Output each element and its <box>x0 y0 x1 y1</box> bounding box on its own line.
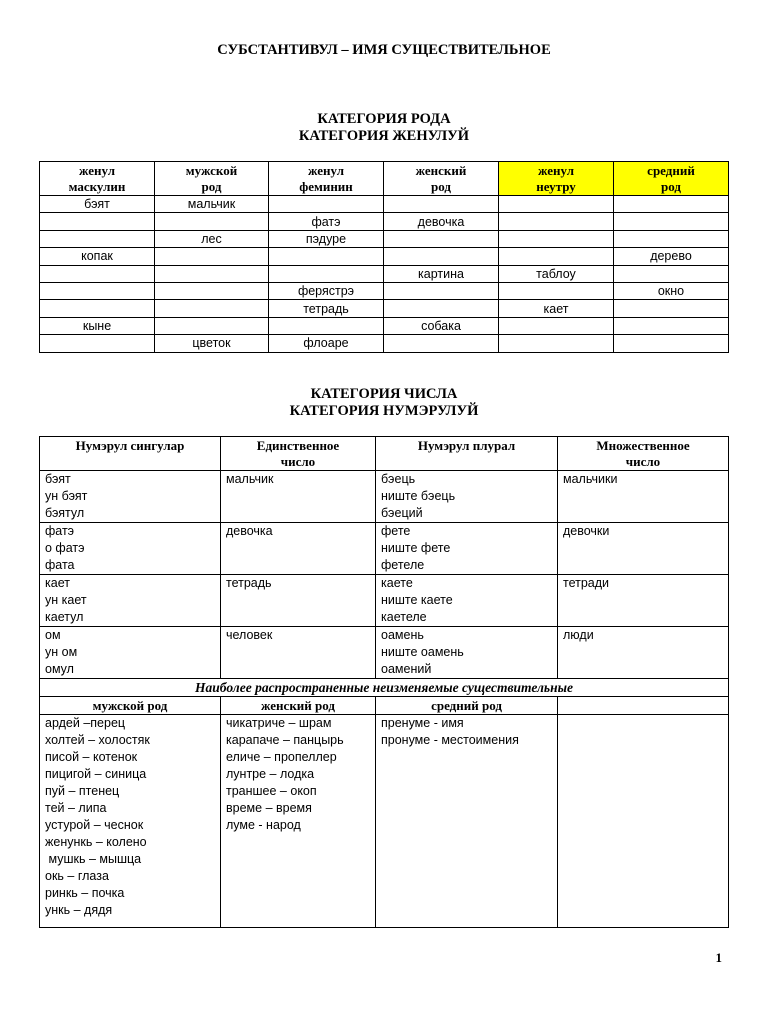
table-cell: дерево <box>614 248 729 265</box>
invariable-noun: лунтре – лодка <box>226 767 315 781</box>
header-text: род <box>661 178 681 194</box>
table-cell <box>384 248 499 265</box>
number-header-cell <box>221 437 376 471</box>
invariable-noun: ардей –перец <box>45 716 126 730</box>
word-form: тетради <box>563 576 610 590</box>
table-cell <box>40 230 155 247</box>
word-forms-cell <box>40 627 221 679</box>
header-text: женул <box>538 162 574 178</box>
table-cell <box>614 265 729 282</box>
header-text: феминин <box>299 178 353 194</box>
gender-header-cell <box>40 162 155 196</box>
table-cell <box>155 282 269 299</box>
table-cell <box>155 248 269 265</box>
table-row <box>40 230 729 247</box>
word-forms-cell <box>221 523 376 575</box>
word-form: фата <box>45 558 75 572</box>
table-cell <box>384 196 499 213</box>
number-header-cell <box>40 437 221 471</box>
table-cell <box>40 265 155 282</box>
header-text: маскулин <box>68 178 126 194</box>
invariable-noun: пронуме - местоимения <box>381 733 519 747</box>
word-form: каете <box>381 576 413 590</box>
gender-subheader <box>558 697 729 715</box>
invariable-noun: окь – глаза <box>45 869 109 883</box>
word-forms-cell <box>558 575 729 627</box>
table-cell <box>269 317 384 334</box>
invariable-cell <box>40 715 221 928</box>
table-cell <box>499 317 614 334</box>
header-text: Единственное <box>256 438 340 453</box>
table-row <box>40 282 729 299</box>
header-text: мужской <box>185 162 238 178</box>
invariable-noun: тей – липа <box>45 801 107 815</box>
table-cell <box>499 282 614 299</box>
gender-heading-line-1: КАТЕГОРИЯ РОДА <box>317 111 451 127</box>
word-form: каетеле <box>381 610 427 624</box>
word-form: тетрадь <box>226 576 272 590</box>
word-forms-cell <box>376 471 558 523</box>
table-cell <box>614 213 729 230</box>
word-form: оамений <box>381 662 432 676</box>
table-cell: собака <box>384 317 499 334</box>
table-cell <box>155 265 269 282</box>
invariable-cell <box>221 715 376 928</box>
table-cell <box>384 282 499 299</box>
table-cell: девочка <box>384 213 499 230</box>
table-cell: ферястрэ <box>269 282 384 299</box>
table-cell: лес <box>155 230 269 247</box>
table-row <box>40 213 729 230</box>
word-form: мальчик <box>226 472 274 486</box>
invariable-noun: луме - народ <box>226 818 301 832</box>
word-form: ун ом <box>45 645 78 659</box>
invariable-noun: женункь – колено <box>45 835 147 849</box>
invariable-banner: Наиболее распространенные неизменяемые существительные <box>40 679 729 697</box>
table-row <box>40 248 729 265</box>
table-row <box>40 196 729 213</box>
invariable-noun: пицигой – синица <box>45 767 147 781</box>
table-cell <box>384 230 499 247</box>
number-header-cell <box>376 437 558 471</box>
word-forms-cell <box>558 471 729 523</box>
word-forms-cell <box>40 575 221 627</box>
number-heading-line-1: КАТЕГОРИЯ ЧИСЛА <box>310 386 458 402</box>
invariable-noun: пренуме - имя <box>381 716 464 730</box>
gender-header-cell <box>499 162 614 196</box>
table-cell <box>155 213 269 230</box>
gender-table <box>39 161 729 353</box>
table-row <box>40 300 729 317</box>
invariable-noun: еличе – пропеллер <box>226 750 337 764</box>
word-form: девочки <box>563 524 610 538</box>
table-cell <box>499 248 614 265</box>
word-form: каетул <box>45 610 84 624</box>
invariable-cell <box>376 715 558 928</box>
gender-heading-line-2: КАТЕГОРИЯ ЖЕНУЛУЙ <box>298 128 470 144</box>
table-cell <box>499 213 614 230</box>
word-form: человек <box>226 628 273 642</box>
invariable-noun: мушкь – мышца <box>45 852 142 866</box>
table-cell <box>384 300 499 317</box>
word-form: бэятул <box>45 506 85 520</box>
table-cell: картина <box>384 265 499 282</box>
table-cell: флоаре <box>269 335 384 352</box>
table-cell: кает <box>499 300 614 317</box>
page-number: 1 <box>715 950 722 965</box>
table-row <box>40 335 729 352</box>
word-form: девочка <box>226 524 273 538</box>
table-cell: окно <box>614 282 729 299</box>
word-form: ун бэят <box>45 489 88 503</box>
word-forms-cell <box>376 627 558 679</box>
table-cell: бэят <box>40 196 155 213</box>
header-text: средний <box>647 162 695 178</box>
number-table <box>39 436 729 928</box>
invariable-noun: устурой – чеснок <box>45 818 144 832</box>
header-text: род <box>431 178 451 194</box>
gender-header-cell <box>155 162 269 196</box>
table-cell <box>614 317 729 334</box>
word-form: ниште бэець <box>381 489 456 503</box>
word-form: бэець <box>381 472 416 486</box>
table-row <box>40 523 729 575</box>
number-header-cell <box>558 437 729 471</box>
header-text: женул <box>308 162 344 178</box>
gender-subheader: мужской род <box>40 697 221 715</box>
header-text: женский <box>415 162 467 178</box>
word-form: бэят <box>45 472 71 486</box>
table-cell <box>40 335 155 352</box>
table-cell <box>384 335 499 352</box>
table-cell <box>155 317 269 334</box>
invariable-noun: холтей – холостяк <box>45 733 150 747</box>
invariable-cell <box>558 715 729 928</box>
table-cell: кыне <box>40 317 155 334</box>
table-cell <box>269 248 384 265</box>
word-form: кает <box>45 576 70 590</box>
table-cell: тетрадь <box>269 300 384 317</box>
invariable-noun: траншее – окоп <box>226 784 317 798</box>
invariable-noun: ринкь – почка <box>45 886 125 900</box>
gender-header-cell <box>614 162 729 196</box>
invariable-noun: ункь – дядя <box>45 903 113 917</box>
word-forms-cell <box>558 627 729 679</box>
gender-heading <box>0 111 768 145</box>
word-form: оамень <box>381 628 424 642</box>
word-form: ниште каете <box>381 593 453 607</box>
header-text: род <box>201 178 222 194</box>
table-cell: пэдуре <box>269 230 384 247</box>
word-form: люди <box>563 628 594 642</box>
word-form: бэеций <box>381 506 423 520</box>
number-table-header-row <box>40 437 729 471</box>
table-cell <box>614 300 729 317</box>
word-form: ниште оамень <box>381 645 464 659</box>
word-form: ом <box>45 628 61 642</box>
table-cell <box>614 196 729 213</box>
banner-row <box>40 679 729 697</box>
table-cell <box>499 230 614 247</box>
number-heading <box>0 386 768 420</box>
invariable-noun: писой – котенок <box>45 750 138 764</box>
word-form: фете <box>381 524 411 538</box>
header-text: число <box>625 454 661 469</box>
word-forms-cell <box>221 627 376 679</box>
table-cell <box>40 282 155 299</box>
table-cell: цветок <box>155 335 269 352</box>
table-row <box>40 265 729 282</box>
word-form: фетеле <box>381 558 425 572</box>
gender-header-cell <box>384 162 499 196</box>
table-cell <box>40 300 155 317</box>
header-text: число <box>280 454 316 469</box>
word-form: о фатэ <box>45 541 85 555</box>
gender-header-cell <box>269 162 384 196</box>
invariable-row <box>40 715 729 928</box>
table-cell <box>499 196 614 213</box>
word-form: омул <box>45 662 74 676</box>
table-cell <box>155 300 269 317</box>
table-cell <box>40 213 155 230</box>
word-forms-cell <box>40 523 221 575</box>
gender-subheader: средний род <box>376 697 558 715</box>
header-text: Множественное <box>596 438 690 453</box>
gender-table-header-row <box>40 162 729 196</box>
table-cell: таблоу <box>499 265 614 282</box>
table-row <box>40 317 729 334</box>
table-cell <box>499 335 614 352</box>
subheader-row <box>40 697 729 715</box>
word-forms-cell <box>221 575 376 627</box>
document-title: СУБСТАНТИВУЛ – ИМЯ СУЩЕСТВИТЕЛЬНОЕ <box>217 42 551 58</box>
word-forms-cell <box>376 575 558 627</box>
table-cell <box>269 196 384 213</box>
table-cell <box>269 265 384 282</box>
word-forms-cell <box>558 523 729 575</box>
table-cell: мальчик <box>155 196 269 213</box>
table-row <box>40 627 729 679</box>
gender-subheader: женский род <box>221 697 376 715</box>
word-form: мальчики <box>563 472 618 486</box>
word-forms-cell <box>40 471 221 523</box>
table-cell: фатэ <box>269 213 384 230</box>
header-text: Нумэрул сингулар <box>75 438 185 453</box>
table-cell <box>614 230 729 247</box>
number-heading-line-2: КАТЕГОРИЯ НУМЭРУЛУЙ <box>289 403 479 419</box>
table-cell <box>614 335 729 352</box>
invariable-noun: пуй – птенец <box>45 784 120 798</box>
word-form: фатэ <box>45 524 75 538</box>
word-forms-cell <box>376 523 558 575</box>
invariable-noun: време – время <box>226 801 312 815</box>
word-form: ун кает <box>45 593 87 607</box>
header-text: Нумэрул плурал <box>417 438 516 453</box>
word-form: ниште фете <box>381 541 451 555</box>
header-text: неутру <box>536 178 576 194</box>
table-cell: копак <box>40 248 155 265</box>
invariable-noun: карапаче – панцырь <box>226 733 344 747</box>
header-text: женул <box>79 162 115 178</box>
table-row <box>40 575 729 627</box>
word-forms-cell <box>221 471 376 523</box>
table-row <box>40 471 729 523</box>
invariable-noun: чикатриче – шрам <box>226 716 332 730</box>
